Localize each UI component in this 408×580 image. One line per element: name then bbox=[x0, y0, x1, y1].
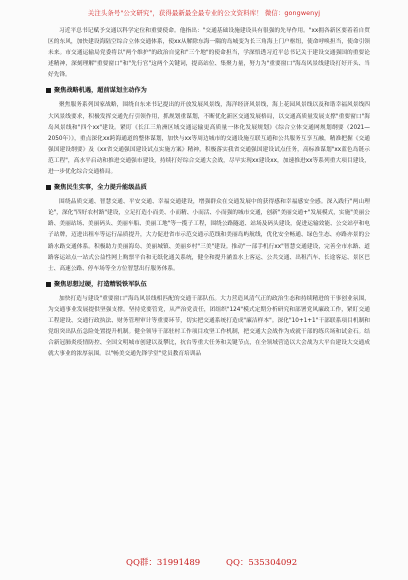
square-bullet-icon bbox=[46, 88, 51, 93]
square-bullet-icon bbox=[46, 185, 51, 190]
section-heading-text: 聚焦民生实事，全力提升能级品质 bbox=[54, 184, 147, 192]
section-paragraph: 聚焦服务系列国家战略，围绕自东来书记提出的开放发展风景线，海洋经济风景线，海上花园风景线以及和谐幸福风景线四大风景线要求，积极发挥交通先行引领作用，抓规划重谋划，不断优化新区交通发展格局，以交通高质量发展支撑"重要窗口"海岛风景线和"四个xx"建设。紧盯《长江三角洲区域交通运输更高质量一体化发展规划》《综合立体交通网规划纲要（2021—2050年）》，重点深化xx跨海通道的整体谋划，加快与xx等周边城市的交通设施互联互通和公共服务互享互融，精准把握《交通强国建设纲要》及《xx省交通强国建设试点实施方案》精神，积极落实我省交通强国建设试点任务，高标准谋划"xx蓝色岛链示范工程"，高水平启动和推进交通强市建设，持续打好综合交通大会战，尽早实现xx建设xx，加速推进xx等系列重大项目建设，进一步优化综合交通格局。 bbox=[48, 102, 370, 176]
section-heading-strategy bbox=[46, 85, 370, 96]
square-bullet-icon bbox=[46, 282, 51, 287]
section-heading-livelihood bbox=[46, 182, 370, 193]
section-heading-text: 聚焦思想过硬，打造精锐铁军队伍 bbox=[54, 280, 147, 288]
header-banner: 关注头条号"公文研究"，获得最新最全最专业的公文资料库！ 微信：gongwenyj bbox=[87, 9, 321, 17]
section-heading-team bbox=[46, 279, 370, 290]
section-paragraph: 围绕品质交通、智慧交通、平安交通、幸福交通建设，增强群众在交通发展中的获得感和幸福感安全感。深入践行"两山理论"，深化"四好农村路"建设，立足打造小而美、小而精、小而活、小而强的城市交通，创新"美丽交通+"发展模式，实施"美丽公路、美丽站场、美丽码头、美丽车船、美丽工地"等一揽子工程，围绕公路隧道、站场及码头建设，促进运输效能、公交站亭和电子站牌，迈进出租车等运行品质提升，大力促进省市示范交通示范线和美丽岛屿航线，优化安全畅通、绿色生态、亦路亦景的公路水路交通体系。积极助力美丽海岛、美丽城镇、美丽乡村"三美"建设。推动"一部手机行xx"智慧交通建设，完善全市水路、道路客运站点一站式公益性网上购票平台和无纸化通关系统，健全和提升涵盖水上客运、公共交通、出租汽车、长途客运、景区巴士、高速公路、停车场等全方位智慧出行服务体系。 bbox=[48, 199, 370, 272]
qq-group-number: QQ群：31991489 bbox=[126, 558, 201, 568]
section-paragraph: 加快打造与建设"重要窗口"海岛风景线相匹配的交通干部队伍。大力营造风清气正的政治生态和持续精进的干事创业氛围，为交通事业发展提供坚强支撑。坚持党要管党，从严治党责任，团组织"124"模式定期分析研究和部署党风廉政工作，紧盯交通工程建设、交通行政执法、财务管理审计等重要环节，切实把交通系统打造成"廉洁样本"。深化"10+1+1"干部联系项目机制和党组突出队伍急险处置提升机制。健全领导干部驻村工作项目攻坚工作机制，把交通大会战作为成就干部的练兵场和试金石。结合新冠肺炎疫情防控、全国文明城市创建以及攀比，抗台等重大任务和关键节点，在全领域营造以大会战为大平台建设大交通成就大事业的浓厚氛围。以"畅美交通先锋学堂"党员教育培训品 bbox=[48, 295, 370, 358]
intro-paragraph: 习近平总书记赋予交通以科学定位和重要使命。他指出："交通基础设施建设具有很强的先导作用。"xx拥各新区要着着自贸区的东风，加快建设海陆空综合立体交通体系，使xx从解除东海一隅的岛城变为长三角海上门户枢纽，使命呼唤担当，使命引领未来。市交通运输局党委将以"两个维护"的政治自觉和"三个地"的使命担当，学深悟透习近平总书记关于建设交通强国的重要论述精神，深刻理解"重要窗口"和"先行官"这两个关键词，提高站位、集聚力量，努力为"重要窗口"海岛风景线建设打好开头、当好先锋。 bbox=[48, 28, 370, 79]
qq-number: QQ：535304092 bbox=[226, 558, 298, 568]
section-heading-text: 聚焦战略机遇，超前谋划主动作为 bbox=[54, 87, 147, 95]
document-body bbox=[48, 26, 370, 364]
